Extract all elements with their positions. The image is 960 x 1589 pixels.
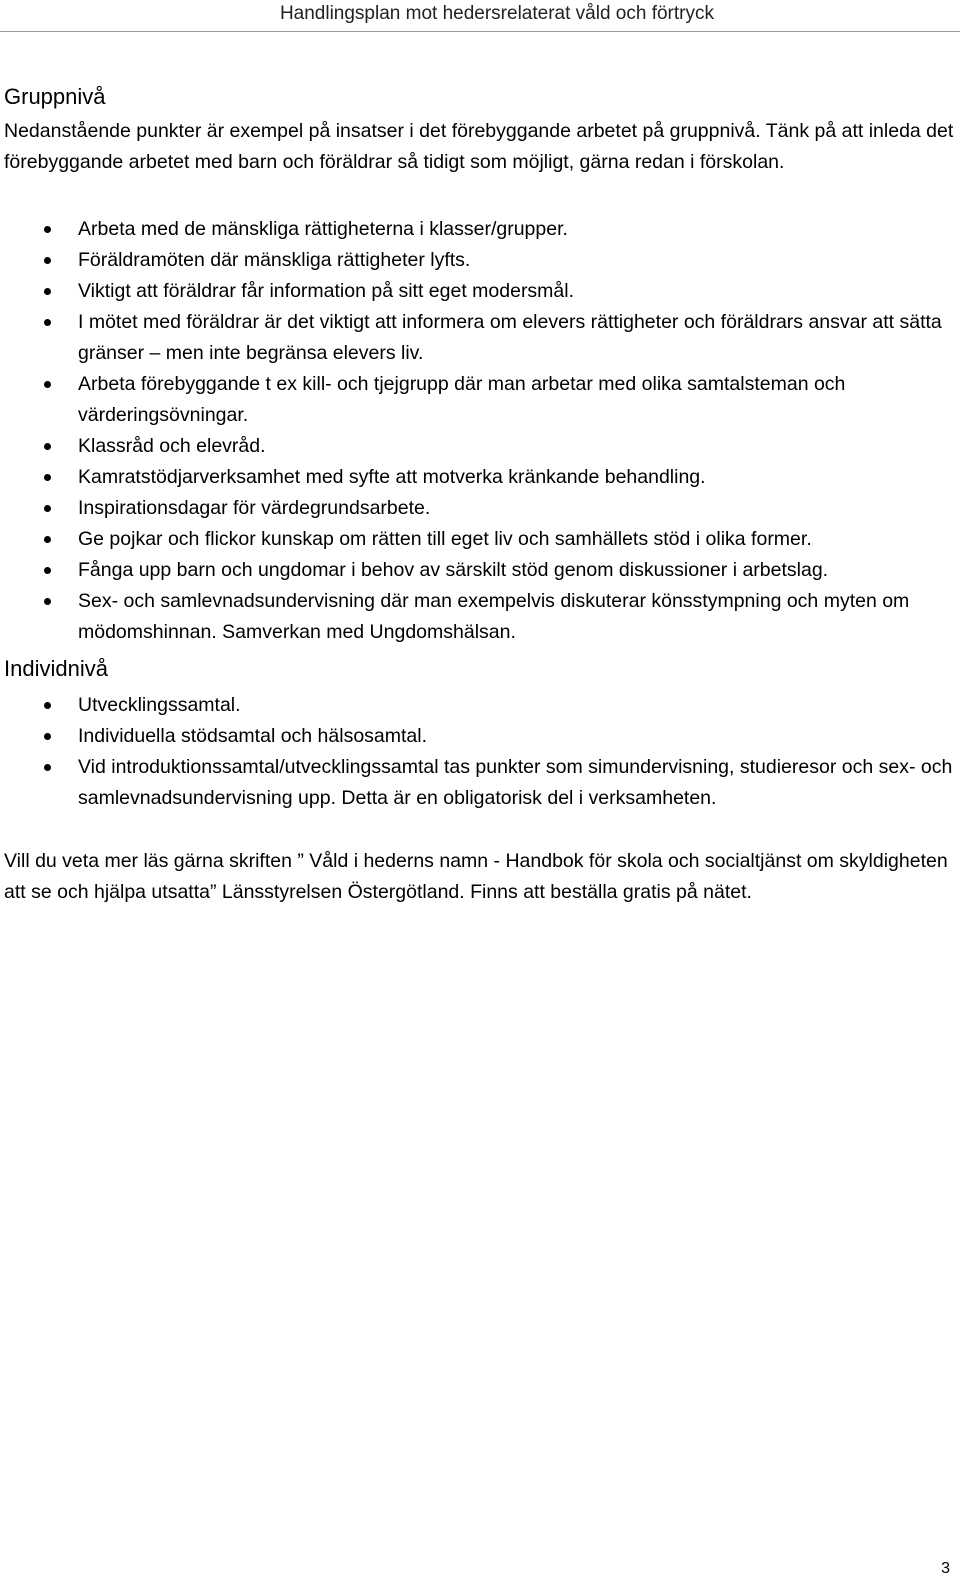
list-item	[4, 307, 954, 369]
list-item	[4, 721, 954, 752]
bullet-icon	[44, 505, 51, 512]
list-item-text: Utvecklingssamtal.	[78, 694, 241, 716]
list-item-text: Klassråd och elevråd.	[78, 435, 266, 457]
list-item-text: Individuella stödsamtal och hälsosamtal.	[78, 725, 428, 747]
list-item-text: Arbeta med de mänskliga rättigheterna i klasser/grupper.	[78, 218, 568, 240]
page-number: 3	[941, 1560, 950, 1577]
list-item	[4, 752, 954, 814]
bullet-icon	[44, 257, 51, 264]
list-item-text: Föräldramöten där mänskliga rättigheter lyfts.	[78, 249, 471, 271]
list-item	[4, 276, 954, 307]
list-item	[4, 555, 954, 586]
list-item	[4, 431, 954, 462]
group-level-heading: Gruppnivå	[4, 84, 106, 109]
individual-level-heading: Individnivå	[4, 656, 108, 681]
bullet-icon	[44, 474, 51, 481]
group-level-list	[4, 214, 954, 648]
bullet-icon	[44, 319, 51, 326]
bullet-icon	[44, 443, 51, 450]
bullet-icon	[44, 288, 51, 295]
list-item-text: Vid introduktionssamtal/utvecklingssamtal tas punkter som simundervisning, studieresor och sex- och samlevnadsundervisning upp. Detta är en obligatorisk del i verksamheten.	[78, 756, 953, 809]
list-item-text: Arbeta förebyggande t ex kill- och tjejgrupp där man arbetar med olika samtalsteman och värderingsövningar.	[78, 373, 846, 426]
running-header	[0, 0, 960, 32]
list-item	[4, 524, 954, 555]
bullet-icon	[44, 536, 51, 543]
list-item-text: Ge pojkar och flickor kunskap om rätten till eget liv och samhällets stöd i olika former.	[78, 528, 812, 550]
bullet-icon	[44, 226, 51, 233]
list-item	[4, 369, 954, 431]
list-item-text: I mötet med föräldrar är det viktigt att informera om elevers rättigheter och föräldrars ansvar att sätta gränser – men inte begränsa elevers liv.	[78, 311, 942, 364]
bullet-icon	[44, 733, 51, 740]
document-title: Handlingsplan mot hedersrelaterat våld och förtryck	[279, 3, 714, 24]
list-item	[4, 690, 954, 721]
bullet-icon	[44, 764, 51, 771]
page-content	[4, 82, 954, 908]
bullet-icon	[44, 567, 51, 574]
bullet-icon	[44, 598, 51, 605]
list-item-text: Kamratstödjarverksamhet med syfte att motverka kränkande behandling.	[78, 466, 706, 488]
list-item	[4, 462, 954, 493]
list-item	[4, 493, 954, 524]
list-item-text: Viktigt att föräldrar får information på sitt eget modersmål.	[78, 280, 575, 302]
bullet-icon	[44, 381, 51, 388]
list-item-text: Sex- och samlevnadsundervisning där man exempelvis diskuterar könsstympning och myten om mödomshinnan. Samverkan med Ungdomshälsan.	[78, 590, 910, 643]
list-item	[4, 586, 954, 648]
list-item	[4, 214, 954, 245]
list-item-text: Fånga upp barn och ungdomar i behov av särskilt stöd genom diskussioner i arbetslag.	[78, 559, 829, 581]
list-item	[4, 245, 954, 276]
bullet-icon	[44, 702, 51, 709]
list-item-text: Inspirationsdagar för värdegrundsarbete.	[78, 497, 431, 519]
group-level-intro: Nedanstående punkter är exempel på insatser i det förebyggande arbetet på gruppnivå. Tänk på att inleda det förebyggande arbetet med barn och föräldrar så tidigt som möjligt, gärna redan i förskolan.	[4, 120, 954, 173]
individual-level-list	[4, 690, 954, 814]
closing-paragraph: Vill du veta mer läs gärna skriften ” Våld i hederns namn - Handbok för skola och socialtjänst om skyldigheten att se och hjälpa utsatta” Länsstyrelsen Östergötland. Finns att beställa gratis på nätet.	[4, 850, 948, 903]
